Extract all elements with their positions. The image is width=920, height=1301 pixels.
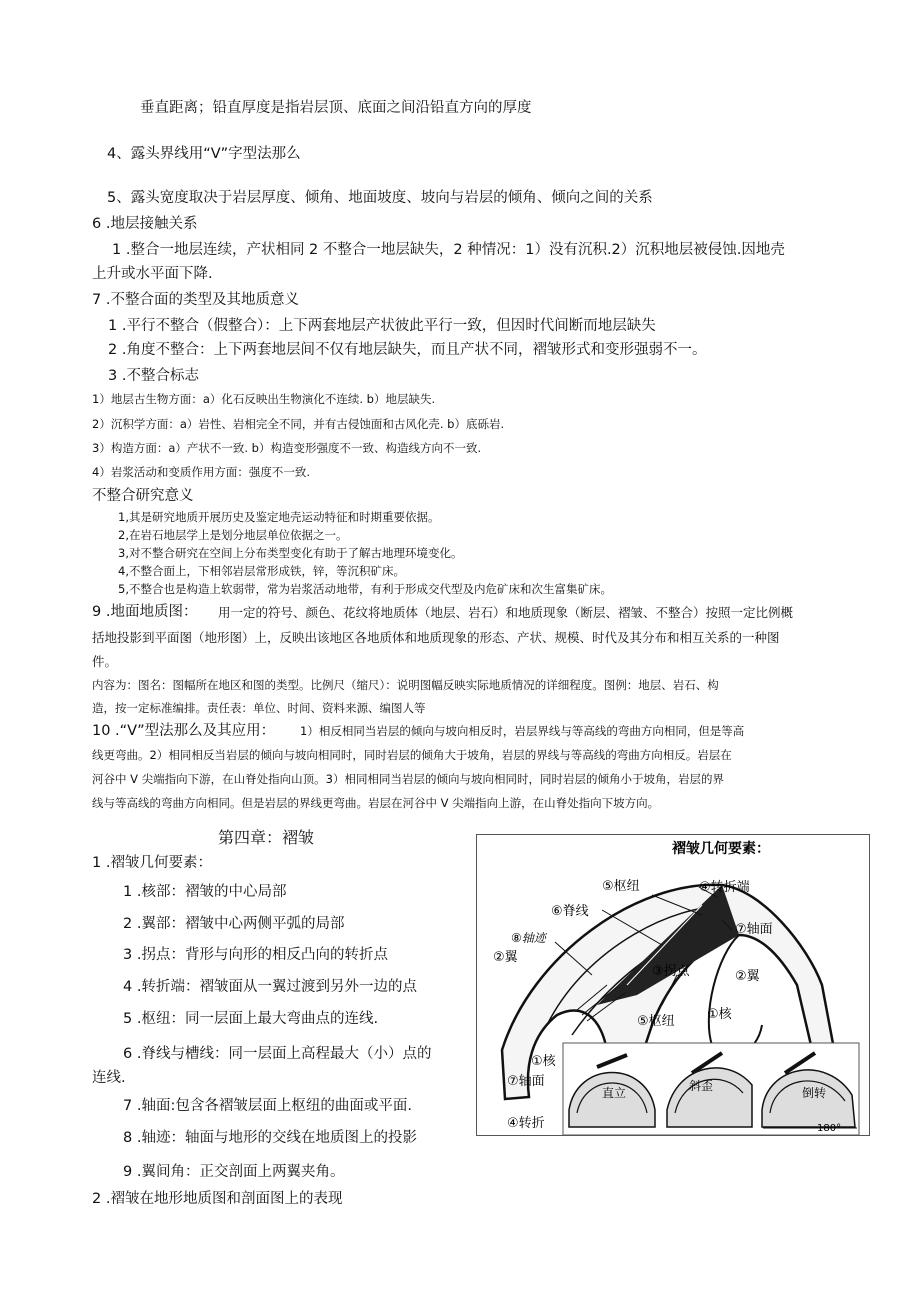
section-heading: 6 .地层接触关系 — [92, 216, 198, 232]
text-line: 上升或水平面下降. — [92, 266, 213, 282]
text-line: 内容为：图名：图幅所在地区和图的类型。比例尺（缩尺）：说明图幅反映实际地质情况的详细程度。图例：地层、岩石、构 — [92, 678, 719, 692]
list-item: 2 .翼部：褶皱中心两侧平弧的局部 — [123, 916, 345, 932]
text-line: 括地投影到平面图（地形图）上，反映出该地区各地质体和地质现象的形态、产状、规模、时代及其分布和相互关系的一种图 — [92, 630, 780, 645]
text-line: 河谷中 V 尖端指向下游，在山脊处指向山顶。3）相同相同当岩层的倾向与坡向相同时，同时岩层的倾角小于坡角，岩层的界 — [92, 772, 724, 786]
label-hinge-2: ⑤枢纽 — [637, 1014, 675, 1029]
text-line: 4、露头界线用“V”字型法那么 — [107, 146, 301, 162]
section-heading: 2 .褶皱在地形地质图和剖面图上的表现 — [92, 1191, 343, 1207]
label-inflection: ③拐点 — [652, 964, 690, 979]
text-line: 4）岩浆活动和变质作用方面：强度不一致. — [92, 465, 310, 479]
text-line: 连线. — [92, 1070, 126, 1086]
text-line: 1）地层古生物方面：a）化石反映出生物演化不连续. b）地层缺失. — [92, 392, 436, 406]
text-line: 用一定的符号、颜色、花纹将地质体（地层、岩石）和地质现象（断层、褶皱、不整合）按照一定比例概 — [218, 605, 794, 620]
fold-diagram — [477, 835, 869, 1135]
list-item: 6 .脊线与槽线：同一层面上高程最大（小）点的 — [123, 1046, 432, 1062]
label-turn: ④转折端 — [699, 880, 750, 895]
text-line: 3 .不整合标志 — [108, 368, 199, 384]
label-inclined: 斜歪 — [689, 1079, 714, 1093]
label-upright: 直立 — [602, 1086, 627, 1100]
list-item: 5 .枢纽：同一层面上最大弯曲点的连线. — [123, 1011, 379, 1027]
label-hinge: ⑤枢纽 — [602, 879, 640, 894]
label-trace: ⑧轴迹 — [511, 931, 546, 945]
core-outline — [709, 935, 762, 1055]
list-item: 4,不整合面上，下相邻岩层常形成铁，锌，等沉积矿床。 — [118, 564, 405, 578]
list-item: 1,其是研究地质开展历史及鉴定地壳运动特征和时期重要依据。 — [118, 510, 440, 524]
list-item: 3 .拐点：背形与向形的相反凸向的转折点 — [123, 947, 388, 963]
list-item: 3,对不整合研究在空间上分布类型变化有助于了解古地理环境变化。 — [118, 546, 463, 560]
section-heading: 7 .不整合面的类型及其地质意义 — [92, 292, 299, 308]
list-item: 4 .转折端：褶皱面从一翼过渡到另外一边的点 — [123, 979, 417, 995]
label-core-2: ①核 — [531, 1054, 556, 1069]
text-line: 1 .平行不整合（假整合）：上下两套地层产状彼此平行一致，但因时代间断而地层缺失 — [108, 318, 656, 334]
fold-elements-figure — [476, 834, 870, 1136]
text-line: 1 .整合一地层连续，产状相同 2 不整合一地层缺失，2 种情况：1）没有沉积.2）沉积地层被侵蚀.因地壳 — [112, 242, 785, 258]
text-line: 1）相反相同当岩层的倾向与坡向相反时，岩层界线与等高线的弯曲方向相同，但是等高 — [300, 724, 745, 738]
label-core: ①核 — [707, 1007, 732, 1022]
label-angle: 180° — [817, 1123, 842, 1134]
text-line: 3）构造方面：a）产状不一致. b）构造变形强度不一致、构造线方向不一致. — [92, 441, 482, 455]
section-heading: 1 .褶皱几何要素： — [92, 855, 212, 871]
label-wing-left: ②翼 — [493, 950, 518, 965]
list-item: 1 .核部：褶皱的中心局部 — [123, 884, 287, 900]
text-line: 线与等高线的弯曲方向相同。但是岩层的界线更弯曲。岩层在河谷中 V 尖端指向上游，在山脊处指向下坡方向。 — [92, 796, 660, 810]
list-item: 5,不整合也是构造上软弱带，常为岩浆活动地带，有利于形成交代型及内危矿床和次生富集矿床。 — [118, 582, 612, 596]
text-line: 造，按一定标准编排。责任表：单位、时间、资料来源、编图人等 — [92, 701, 426, 715]
label-wing-right: ②翼 — [735, 969, 760, 984]
text-line: 2 .角度不整合：上下两套地层间不仅有地层缺失，而且产状不同，褶皱形式和变形强弱不一。 — [108, 342, 707, 358]
label-turn-2: ④转折 — [507, 1116, 545, 1131]
text-line: 垂直距离；铅直厚度是指岩层顶、底面之间沿铅直方向的厚度 — [140, 100, 532, 116]
list-item: 2,在岩石地层学上是划分地层单位依据之一。 — [118, 528, 348, 542]
list-item: 7 .轴面:包含各褶皱层面上枢纽的曲面或平面. — [123, 1098, 412, 1114]
list-item: 8 .轴迹：轴面与地形的交线在地质图上的投影 — [123, 1130, 417, 1146]
text-line: 5、露头宽度取决于岩层厚度、倾角、地面坡度、坡向与岩层的倾角、倾向之间的关系 — [107, 190, 653, 206]
list-item: 9 .翼间角：正交剖面上两翼夹角。 — [123, 1164, 345, 1180]
label-axialplane: ⑦轴面 — [735, 922, 773, 937]
text-line: 线更弯曲。2）相同相反当岩层的倾向与坡向相同时，同时岩层的倾角大于坡角，岩层的界线与等高线的弯曲方向相反。岩层在 — [92, 748, 732, 762]
text-line: 件。 — [92, 654, 118, 669]
figure-title: 褶皱几何要素： — [672, 841, 770, 857]
label-crest: ⑥脊线 — [551, 904, 589, 919]
fold-types-inset — [563, 1043, 859, 1135]
text-line: 2）沉积学方面：a）岩性、岩相完全不同，并有古侵蚀面和古风化壳. b）底砾岩. — [92, 417, 505, 431]
label-overturned: 倒转 — [802, 1086, 827, 1100]
section-heading: 10 .“V”型法那么及其应用： — [92, 723, 276, 739]
section-heading: 9 .地面地质图： — [92, 604, 198, 620]
section-heading: 不整合研究意义 — [92, 488, 194, 504]
label-axialplane-2: ⑦轴面 — [507, 1074, 545, 1089]
chapter-title: 第四章：褶皱 — [218, 828, 315, 847]
